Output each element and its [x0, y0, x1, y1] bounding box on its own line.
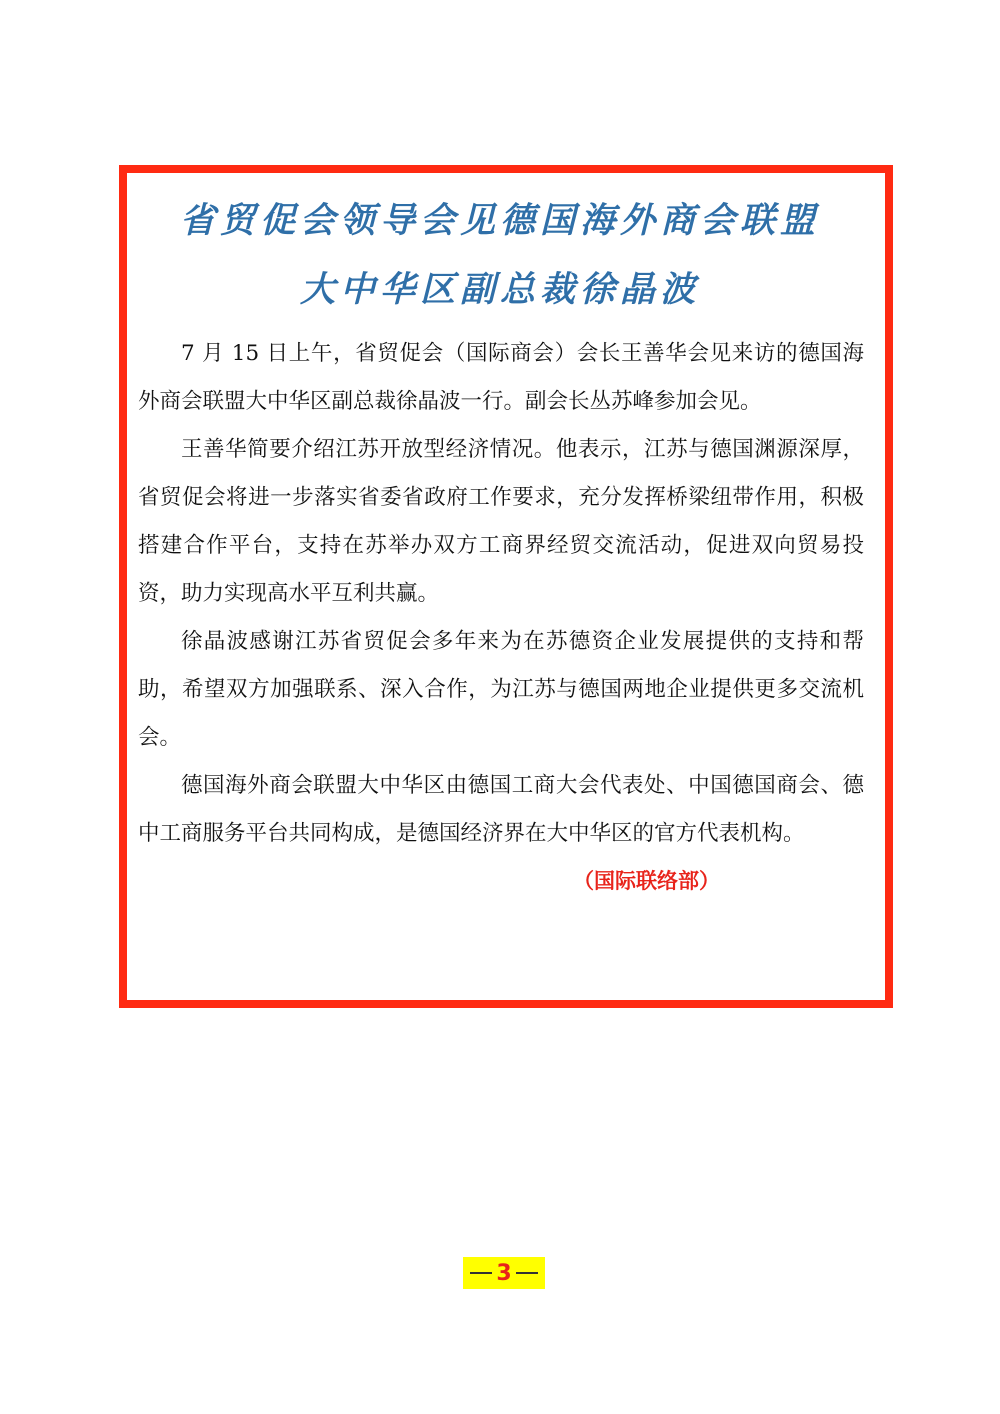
- paragraph-4: 德国海外商会联盟大中华区由德国工商大会代表处、中国德国商会、德中工商服务平台共同构成，是德国经济界在大中华区的官方代表机构。: [138, 773, 864, 846]
- page-number-value: 3: [496, 1260, 512, 1286]
- paragraph-3: 徐晶波感谢江苏省贸促会多年来为在苏德资企业发展提供的支持和帮助，希望双方加强联系、深入合作，为江苏与德国两地企业提供更多交流机会。: [138, 629, 864, 750]
- department-attribution: （国际联络部）: [573, 869, 720, 893]
- paragraph-2: 王善华简要介绍江苏开放型经济情况。他表示，江苏与德国渊源深厚，省贸促会将进一步落实省委省政府工作要求，充分发挥桥梁纽带作用，积极搭建合作平台，支持在苏举办双方工商界经贸交流活动，促进双向贸易投资，助力实现高水平互利共赢。: [138, 437, 864, 606]
- article-title-line-1: 省贸促会领导会见德国海外商会联盟: [179, 200, 820, 241]
- article-title-line-2: 大中华区副总裁徐晶波: [299, 269, 700, 310]
- page-number: [463, 1257, 545, 1289]
- paragraph-1: 7 月 15 日上午，省贸促会（国际商会）会长王善华会见来访的德国海外商会联盟大中华区副总裁徐晶波一行。副会长丛苏峰参加会见。: [138, 341, 864, 414]
- dash-left: [470, 1272, 492, 1274]
- dash-right: [516, 1272, 538, 1274]
- article-body: [138, 330, 864, 858]
